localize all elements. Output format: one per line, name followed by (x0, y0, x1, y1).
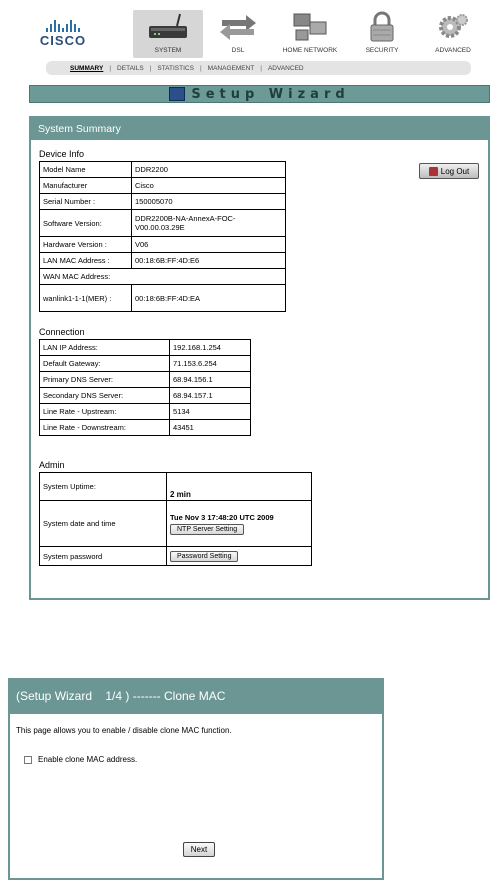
subnav-statistics[interactable]: STATISTICS (157, 64, 194, 72)
table-row (40, 356, 251, 372)
next-button[interactable]: Next (183, 842, 215, 857)
sub-navigation (46, 61, 471, 75)
row-label: LAN IP Address: (40, 340, 170, 356)
table-row (40, 178, 286, 194)
table-row (40, 194, 286, 210)
subnav-separator: | (260, 64, 262, 72)
admin-title: Admin (39, 460, 65, 470)
nav-dsl-label: DSL (231, 47, 245, 54)
row-label: Primary DNS Server: (40, 372, 170, 388)
logout-button[interactable] (419, 163, 479, 179)
nav-advanced[interactable] (418, 10, 488, 58)
row-value: 68.94.156.1 (170, 372, 251, 388)
table-row (40, 237, 286, 253)
uptime-value: 2 min (167, 473, 312, 501)
lock-icon (360, 10, 404, 44)
row-value: 68.94.157.1 (170, 388, 251, 404)
table-row (40, 162, 286, 178)
uptime-label: System Uptime: (40, 473, 167, 501)
table-row (40, 420, 251, 436)
logout-label: Log Out (440, 166, 470, 176)
row-label: LAN MAC Address : (40, 253, 132, 269)
clone-mac-panel (8, 678, 384, 880)
row-label: Model Name (40, 162, 132, 178)
arrows-icon (216, 10, 260, 44)
row-value: Cisco (132, 178, 286, 194)
row-value: 150005070 (132, 194, 286, 210)
device-info-table (39, 161, 286, 312)
table-row (40, 501, 312, 547)
logout-icon (429, 167, 438, 176)
table-row (40, 269, 286, 285)
row-label: WAN MAC Address: (40, 269, 286, 285)
table-row (40, 404, 251, 420)
nav-advanced-label: ADVANCED (435, 47, 471, 54)
table-row (40, 210, 286, 237)
datetime-label: System date and time (40, 501, 167, 547)
row-value: 5134 (170, 404, 251, 420)
row-label: wanlink1-1-1(MER) : (40, 285, 132, 312)
row-label: Manufacturer (40, 178, 132, 194)
datetime-cell (167, 501, 312, 547)
table-row (40, 340, 251, 356)
subnav-separator: | (199, 64, 202, 72)
row-value: 43451 (170, 420, 251, 436)
clone-mac-description: This page allows you to enable / disable clone MAC function. (16, 726, 232, 735)
admin-table (39, 472, 312, 566)
subnav-separator: | (109, 64, 112, 72)
nav-security-label: SECURITY (365, 47, 399, 54)
nav-system[interactable] (133, 10, 203, 58)
password-cell (167, 547, 312, 566)
row-label: Hardware Version : (40, 237, 132, 253)
cisco-logo-bars (38, 18, 88, 32)
wizard-icon (169, 87, 185, 101)
nav-security[interactable] (347, 10, 417, 58)
row-value: DDR2200 (132, 162, 286, 178)
row-label: Line Rate - Downstream: (40, 420, 170, 436)
row-value: 00:18:6B:FF:4D:EA (132, 285, 286, 312)
clone-mac-checkbox-label: Enable clone MAC address. (38, 755, 138, 764)
table-row (40, 372, 251, 388)
table-row (40, 473, 312, 501)
row-label: Default Gateway: (40, 356, 170, 372)
table-row (40, 253, 286, 269)
system-summary-title: System Summary (31, 118, 488, 140)
cisco-logo (38, 18, 88, 48)
password-setting-button[interactable]: Password Setting (170, 551, 238, 562)
connection-table (39, 339, 251, 436)
network-icon (288, 10, 332, 44)
row-value: DDR2200B-NA-AnnexA-FOC-V00.00.03.29E (132, 210, 286, 237)
system-summary-panel (29, 116, 490, 600)
nav-home-network-label: HOME NETWORK (282, 47, 338, 54)
device-info-title: Device Info (39, 149, 85, 159)
subnav-separator: | (149, 64, 152, 72)
gear-icon (431, 10, 475, 44)
table-row (40, 388, 251, 404)
table-row (40, 285, 286, 312)
subnav-management[interactable]: MANAGEMENT (207, 64, 255, 72)
setup-wizard-banner[interactable] (29, 85, 490, 103)
router-icon (146, 10, 190, 44)
row-label: Software Version: (40, 210, 132, 237)
row-value: 00:18:6B:FF:4D:E6 (132, 253, 286, 269)
row-value: 192.168.1.254 (170, 340, 251, 356)
clone-mac-header: (Setup Wizard 1/4 ) ------- Clone MAC (10, 680, 382, 714)
clone-mac-checkbox[interactable] (24, 756, 32, 764)
cisco-logo-text: CISCO (39, 33, 87, 48)
setup-wizard-title: Setup Wizard (191, 86, 350, 102)
subnav-details[interactable]: DETAILS (117, 64, 144, 72)
row-value: V06 (132, 237, 286, 253)
datetime-value: Tue Nov 3 17:48:20 UTC 2009 (170, 512, 274, 522)
table-row (40, 547, 312, 566)
row-label: Serial Number : (40, 194, 132, 210)
ntp-server-setting-button[interactable]: NTP Server Setting (170, 524, 244, 535)
clone-mac-checkbox-row[interactable] (24, 755, 137, 764)
nav-home-network[interactable] (275, 10, 345, 58)
row-label: Secondary DNS Server: (40, 388, 170, 404)
row-label: Line Rate - Upstream: (40, 404, 170, 420)
password-label: System password (40, 547, 167, 566)
subnav-summary[interactable]: SUMMARY (70, 64, 104, 72)
nav-dsl[interactable] (203, 10, 273, 58)
nav-system-label: SYSTEM (154, 47, 182, 54)
connection-title: Connection (39, 327, 85, 337)
row-value: 71.153.6.254 (170, 356, 251, 372)
subnav-advanced[interactable]: ADVANCED (267, 64, 304, 72)
